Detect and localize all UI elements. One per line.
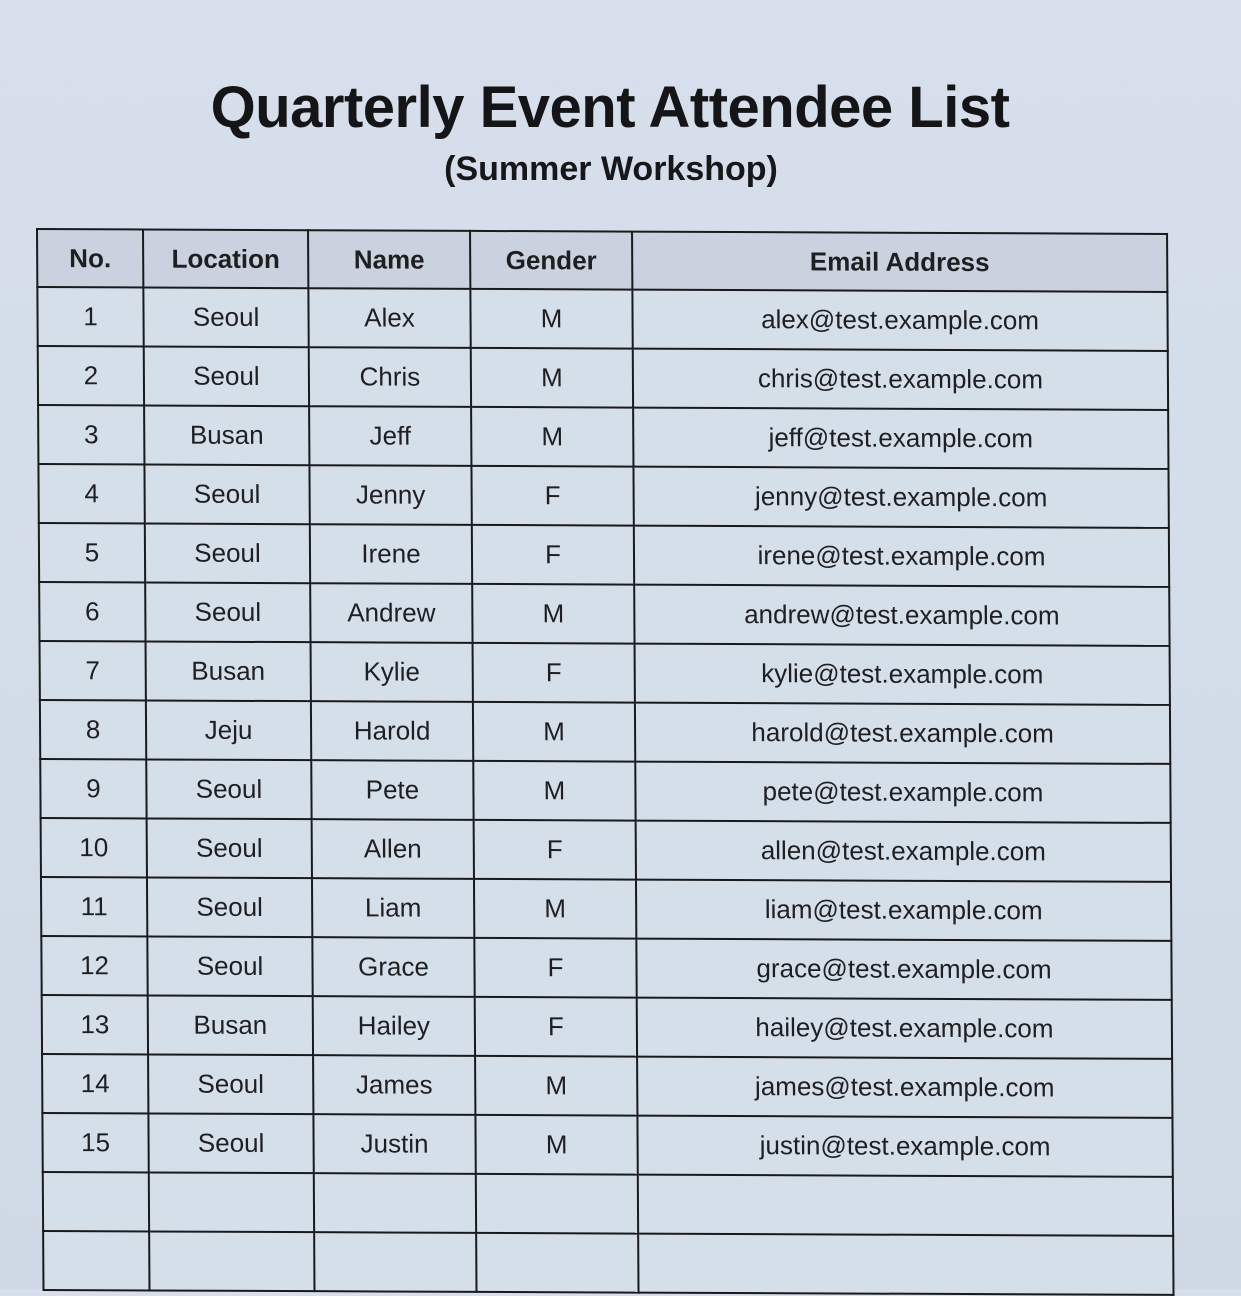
cell-location: Seoul [146, 759, 311, 819]
cell-email: alex@test.example.com [632, 290, 1167, 351]
table-row [37, 287, 1167, 351]
table-row [39, 523, 1169, 587]
cell-gender: M [473, 761, 635, 821]
empty-table-row [43, 1172, 1173, 1236]
cell-location: Seoul [148, 1113, 313, 1173]
cell-location: Busan [144, 405, 309, 465]
cell-gender: F [472, 525, 634, 585]
cell-no: 9 [40, 759, 146, 818]
cell-location: Seoul [143, 287, 308, 347]
empty-cell [476, 1233, 638, 1293]
cell-gender: M [475, 1115, 637, 1175]
table-row [40, 759, 1170, 823]
document-title: Quarterly Event Attendee List [210, 75, 1010, 140]
table-row [39, 582, 1169, 646]
cell-gender: M [474, 879, 636, 939]
header-location: Location [143, 229, 308, 288]
empty-cell [314, 1173, 476, 1233]
cell-gender: F [471, 466, 633, 526]
cell-no: 7 [40, 641, 146, 700]
attendee-table [36, 228, 1175, 1296]
header-gender: Gender [470, 231, 632, 290]
cell-no: 6 [39, 582, 145, 641]
cell-email: hailey@test.example.com [637, 998, 1172, 1059]
header-no: No. [37, 229, 143, 287]
cell-no: 1 [37, 287, 143, 346]
cell-name: Jenny [309, 465, 471, 525]
cell-name: Justin [313, 1114, 475, 1174]
cell-gender: F [474, 820, 636, 880]
cell-no: 8 [40, 700, 146, 759]
cell-email: pete@test.example.com [635, 762, 1170, 823]
cell-no: 13 [42, 995, 148, 1054]
cell-gender: M [471, 348, 633, 408]
table-row [38, 346, 1168, 410]
table-body [37, 287, 1173, 1295]
empty-cell [149, 1231, 314, 1291]
document-subtitle: (Summer Workshop) [444, 150, 778, 188]
empty-cell [638, 1234, 1173, 1295]
cell-gender: F [475, 997, 637, 1057]
cell-no: 10 [41, 818, 147, 877]
table-row [40, 641, 1170, 705]
cell-no: 12 [41, 936, 147, 995]
cell-name: Grace [312, 937, 474, 997]
cell-gender: F [474, 938, 636, 998]
table-row [41, 936, 1171, 1000]
cell-name: James [313, 1055, 475, 1115]
cell-email: justin@test.example.com [637, 1116, 1172, 1177]
cell-name: Jeff [309, 406, 471, 466]
cell-no: 2 [38, 346, 144, 405]
cell-email: james@test.example.com [637, 1057, 1172, 1118]
cell-email: andrew@test.example.com [634, 585, 1169, 646]
empty-table-row [43, 1231, 1173, 1295]
cell-email: grace@test.example.com [636, 939, 1171, 1000]
table-row [40, 700, 1170, 764]
cell-no: 14 [42, 1054, 148, 1113]
table-row [42, 1113, 1172, 1177]
table-row [42, 1054, 1172, 1118]
cell-location: Seoul [147, 877, 312, 937]
table-row [38, 464, 1168, 528]
cell-location: Seoul [145, 523, 310, 583]
cell-location: Seoul [148, 1054, 313, 1114]
cell-location: Jeju [146, 700, 311, 760]
cell-location: Seoul [145, 582, 310, 642]
cell-name: Harold [311, 701, 473, 761]
cell-location: Busan [146, 641, 311, 701]
cell-no: 5 [39, 523, 145, 582]
cell-email: kylie@test.example.com [635, 644, 1170, 705]
cell-location: Seoul [144, 346, 309, 406]
cell-no: 15 [42, 1113, 148, 1172]
header-email: Email Address [632, 232, 1167, 292]
cell-name: Pete [311, 760, 473, 820]
empty-cell [149, 1172, 314, 1232]
empty-cell [638, 1175, 1173, 1236]
cell-name: Hailey [313, 996, 475, 1056]
empty-cell [476, 1174, 638, 1234]
cell-email: harold@test.example.com [635, 703, 1170, 764]
cell-location: Busan [148, 995, 313, 1055]
cell-gender: F [473, 643, 635, 703]
cell-gender: M [470, 289, 632, 349]
cell-location: Seoul [144, 464, 309, 524]
cell-name: Kylie [311, 642, 473, 702]
cell-email: allen@test.example.com [636, 821, 1171, 882]
empty-cell [314, 1232, 476, 1292]
cell-gender: M [472, 584, 634, 644]
empty-cell [43, 1172, 149, 1231]
table-row [41, 818, 1171, 882]
cell-email: jeff@test.example.com [633, 408, 1168, 469]
cell-name: Alex [308, 288, 470, 348]
table-header-row [37, 229, 1167, 292]
cell-no: 11 [41, 877, 147, 936]
empty-cell [43, 1231, 149, 1290]
cell-email: jenny@test.example.com [633, 467, 1168, 528]
cell-gender: M [475, 1056, 637, 1116]
cell-email: chris@test.example.com [633, 349, 1168, 410]
cell-gender: M [471, 407, 633, 467]
cell-name: Irene [310, 524, 472, 584]
cell-no: 4 [38, 464, 144, 523]
cell-email: liam@test.example.com [636, 880, 1171, 941]
table-row [42, 995, 1172, 1059]
cell-location: Seoul [147, 818, 312, 878]
cell-name: Allen [312, 819, 474, 879]
cell-email: irene@test.example.com [634, 526, 1169, 587]
cell-name: Liam [312, 878, 474, 938]
cell-no: 3 [38, 405, 144, 464]
cell-name: Andrew [310, 583, 472, 643]
cell-gender: M [473, 702, 635, 762]
cell-location: Seoul [147, 936, 312, 996]
cell-name: Chris [309, 347, 471, 407]
header-name: Name [308, 230, 470, 289]
table-row [38, 405, 1168, 469]
table-row [41, 877, 1171, 941]
